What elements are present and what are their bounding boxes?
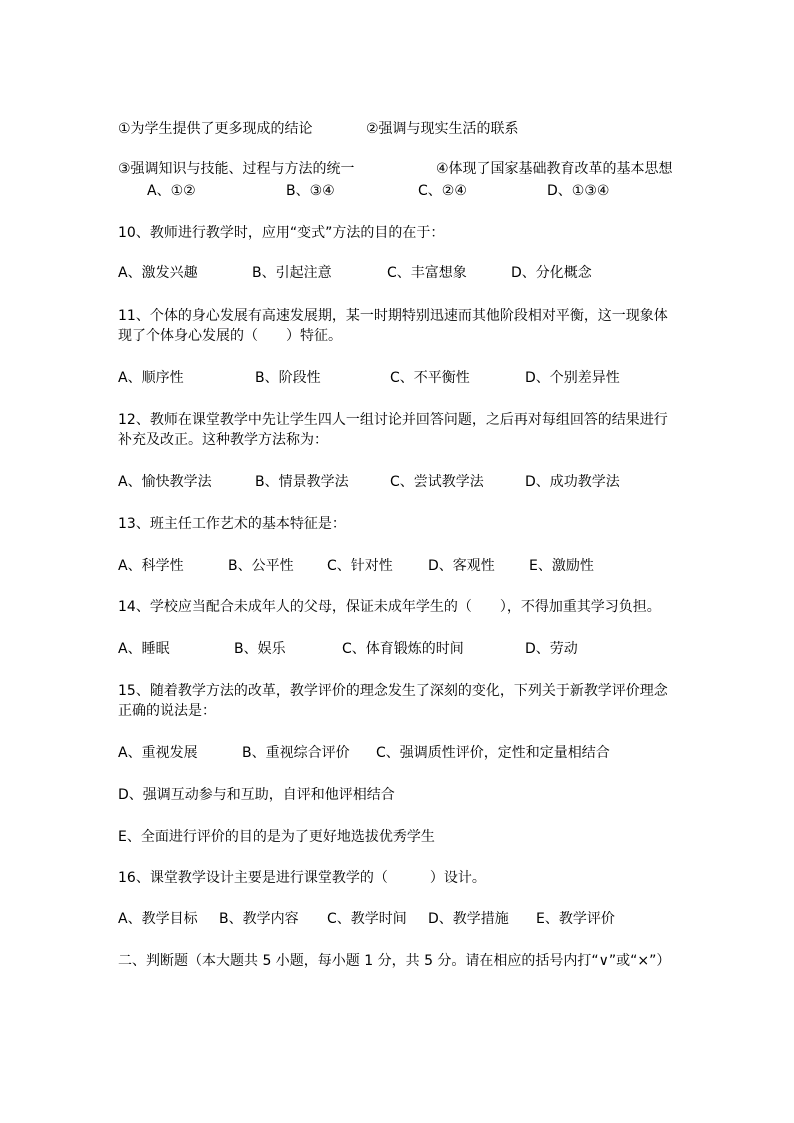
q11-option-a: A、顺序性 [118, 370, 184, 386]
q12-option-a: A、愉快教学法 [118, 474, 212, 490]
q9-statement-3: ③强调知识与技能、过程与方法的统一 [118, 161, 355, 177]
q15-option-b: B、重视综合评价 [242, 745, 350, 761]
q9-statement-4: ④体现了国家基础教育改革的基本思想 [436, 161, 673, 177]
q10-option-c: C、丰富想象 [387, 265, 467, 281]
q15-option-a: A、重视发展 [118, 745, 198, 761]
q9-statement-2: ②强调与现实生活的联系 [366, 121, 519, 137]
q13-option-b: B、公平性 [228, 558, 294, 574]
q14-option-c: C、体育锻炼的时间 [342, 641, 464, 657]
q15-option-e: E、全面进行评价的目的是为了更好地选拔优秀学生 [118, 829, 435, 845]
q16-option-c: C、教学时间 [327, 911, 407, 927]
q14-option-d: D、劳动 [525, 641, 578, 657]
q11-stem-line1: 11、个体的身心发展有高速发展期，某一时期特别迅速而其他阶段相对平衡，这一现象体 [118, 308, 668, 324]
q13-option-e: E、激励性 [529, 558, 594, 574]
q9-option-c: C、②④ [418, 183, 467, 199]
q15-stem-line1: 15、随着教学方法的改革，教学评价的理念发生了深刻的变化，下列关于新教学评价理念 [118, 683, 668, 699]
q12-option-d: D、成功教学法 [525, 474, 620, 490]
q10-option-a: A、激发兴趣 [118, 265, 198, 281]
q15-stem-line2: 正确的说法是： [118, 703, 216, 719]
q11-option-c: C、不平衡性 [390, 370, 470, 386]
q16-stem: 16、课堂教学设计主要是进行课堂教学的（ ）设计。 [118, 870, 486, 886]
q15-option-c: C、强调质性评价，定性和定量相结合 [376, 745, 610, 761]
q9-option-b: B、③④ [286, 183, 335, 199]
q16-option-d: D、教学措施 [428, 911, 509, 927]
q12-option-b: B、情景教学法 [255, 474, 349, 490]
q12-stem-line2: 补充及改正。这种教学方法称为： [118, 432, 328, 448]
q14-option-a: A、睡眠 [118, 641, 170, 657]
q13-stem: 13、班主任工作艺术的基本特征是： [118, 516, 346, 532]
q10-option-b: B、引起注意 [252, 265, 332, 281]
q11-stem-line2: 现了个体身心发展的（ ）特征。 [118, 328, 342, 344]
section-2-heading: 二、判断题（本大题共 5 小题，每小题 1 分，共 5 分。请在相应的括号内打“∨”或“×”） [118, 953, 671, 969]
q11-option-b: B、阶段性 [255, 370, 321, 386]
q16-option-e: E、教学评价 [536, 911, 615, 927]
q16-option-a: A、教学目标 [118, 911, 198, 927]
q14-stem: 14、学校应当配合未成年人的父母，保证未成年学生的（ ），不得加重其学习负担。 [118, 599, 661, 615]
q10-stem: 10、教师进行教学时，应用“变式”方法的目的在于： [118, 225, 445, 241]
q11-option-d: D、个别差异性 [525, 370, 620, 386]
q16-option-b: B、教学内容 [219, 911, 299, 927]
q9-statement-1: ①为学生提供了更多现成的结论 [118, 121, 313, 137]
q10-option-d: D、分化概念 [511, 265, 592, 281]
q13-option-a: A、科学性 [118, 558, 184, 574]
q14-option-b: B、娱乐 [234, 641, 286, 657]
q13-option-c: C、针对性 [327, 558, 393, 574]
q13-option-d: D、客观性 [428, 558, 495, 574]
q9-option-a: A、①② [147, 183, 196, 199]
q12-option-c: C、尝试教学法 [390, 474, 484, 490]
q12-stem-line1: 12、教师在课堂教学中先让学生四人一组讨论并回答问题，之后再对每组回答的结果进行 [118, 412, 668, 428]
q15-option-d: D、强调互动参与和互助，自评和他评相结合 [118, 787, 395, 803]
q9-option-d: D、①③④ [547, 183, 610, 199]
